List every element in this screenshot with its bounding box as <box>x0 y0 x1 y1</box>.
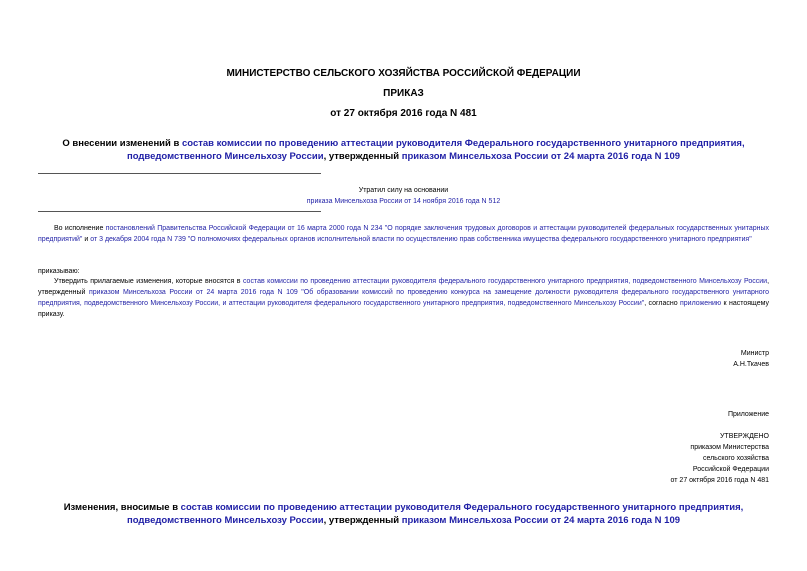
order-tail: к настоящему приказу. <box>38 300 769 318</box>
approval-block <box>671 431 769 486</box>
order-appendix-link[interactable]: приложению <box>680 300 722 307</box>
approved-line-3: Российской Федерации <box>692 466 769 473</box>
approved-line-4: от 27 октября 2016 года N 481 <box>670 477 769 484</box>
changes-title-prefix: Изменения, вносимые в <box>63 502 181 513</box>
preamble-paragraph <box>38 223 769 245</box>
approved-line-2: сельского хозяйства <box>702 455 769 462</box>
order-word: приказываю: <box>38 268 80 275</box>
title-middle: , утвержденный <box>323 151 402 162</box>
doc-date-number: от 27 октября 2016 года N 481 <box>330 108 477 119</box>
preamble-lead: Во исполнение <box>54 225 106 232</box>
document-title <box>40 137 767 163</box>
approved-label: УТВЕРЖДЕНО <box>719 433 769 440</box>
order-commission-link[interactable]: состав комиссии по проведению аттестации руководителя федерального государственного унитарного предприятия, подведомственного Минсельхозу России <box>242 278 768 285</box>
divider-top <box>38 173 321 174</box>
signature-block <box>733 348 769 370</box>
lost-force-basis-link[interactable]: приказа Минсельхоза России от 14 ноября 2016 года N 512 <box>306 198 501 205</box>
preamble-resolution-link-1[interactable]: постановлений Правительства Российской Федерации от 16 марта 2000 года N 234 "О порядке заключения трудовых договоров и аттестации руководителей федеральных государственных унитарных предприятий" <box>38 225 769 243</box>
order-decree-link[interactable]: приказом Минсельхоза России от 24 марта 2016 года N 109 "Об образовании комиссий по проведению конкурса на замещение должности руководителя федерального государственного унитарного предприятия, подведомственного Минсельхозу России, и аттестации руководителя федерального государственного унитарного предприятия, подведомственного Минсельхозу России" <box>38 289 769 307</box>
title-order-link[interactable]: приказом Минсельхоза России от 24 марта 2016 года N 109 <box>401 151 681 162</box>
lost-force-note: Утратил силу на основании <box>358 187 449 194</box>
changes-order-link[interactable]: приказом Минсельхоза России от 24 марта 2016 года N 109 <box>401 515 681 526</box>
order-mid2: , согласно <box>644 300 680 307</box>
changes-title <box>36 501 771 527</box>
signature-name: А.Н.Ткачев <box>733 361 769 368</box>
order-mid1: , утвержденный <box>38 278 770 296</box>
changes-commission-link[interactable]: состав комиссии по проведению аттестации руководителя Федерального государственного унитарного предприятия, подведомственного Минсельхозу России <box>126 502 744 526</box>
appendix-label: Приложение <box>727 411 769 418</box>
signature-position: Министр <box>740 350 769 357</box>
title-commission-link[interactable]: состав комиссии по проведению аттестации руководителя Федерального государственного унитарного предприятия, подведомственного Минсельхозу России <box>126 138 745 162</box>
preamble-resolution-link-2[interactable]: от 3 декабря 2004 года N 739 "О полномочиях федеральных органов исполнительной власти по осуществлению прав собственника имущества федерального государственного унитарного предприятия" <box>90 236 752 243</box>
order-lead: Утвердить прилагаемые изменения, которые вносятся в <box>54 278 243 285</box>
changes-title-middle: , утвержденный <box>323 515 402 526</box>
divider-bottom <box>38 211 321 212</box>
doc-type-heading: ПРИКАЗ <box>383 88 424 99</box>
approved-line-1: приказом Министерства <box>690 444 769 451</box>
order-paragraph <box>38 276 769 320</box>
title-prefix: О внесении изменений в <box>62 138 182 149</box>
ministry-heading: МИНИСТЕРСТВО СЕЛЬСКОГО ХОЗЯЙСТВА РОССИЙСКОЙ ФЕДЕРАЦИИ <box>226 68 581 79</box>
preamble-mid: и <box>82 236 91 243</box>
